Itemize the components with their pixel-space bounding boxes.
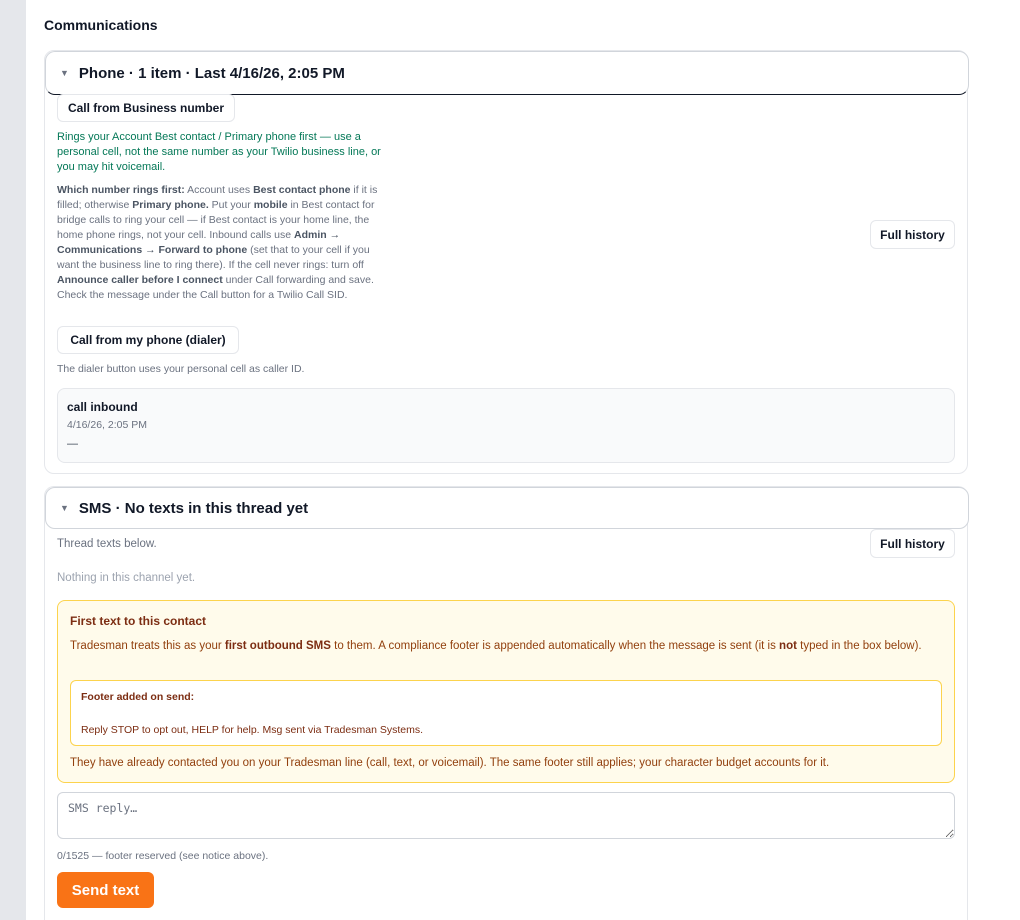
left-rail	[0, 0, 26, 920]
phone-full-history-button[interactable]: Full history	[870, 220, 955, 249]
footer-preview	[70, 680, 942, 746]
empty-channel-note: Nothing in this channel yet.	[57, 572, 196, 584]
sms-card-header[interactable]	[45, 487, 969, 529]
thread-note: Thread texts below.	[57, 538, 157, 550]
chevron-down-icon[interactable]: ▼	[60, 68, 69, 78]
call-dialer-button[interactable]: Call from my phone (dialer)	[57, 326, 239, 354]
main-content	[26, 0, 1020, 920]
phone-card-title: Phone · 1 item · Last 4/16/26, 2:05 PM	[78, 64, 345, 82]
phone-card	[44, 50, 968, 474]
sms-full-history-button[interactable]: Full history	[870, 529, 955, 558]
event-title: call inbound	[67, 400, 138, 414]
event-body: —	[67, 438, 78, 450]
notice-bottom-text: They have already contacted you on your Tradesman line (call, text, or voicemail). The same footer still applies; your character budget accounts for it.	[70, 757, 830, 769]
footer-text: Reply STOP to opt out, HELP for help. Msg sent via Tradesman Systems.	[81, 724, 423, 736]
notice-title: First text to this contact	[70, 614, 207, 628]
voicemail-warning: Rings your Account Best contact / Primary phone first — use a personal cell, not the same number as your Twilio business line, or you may hit voicemail.	[57, 131, 381, 173]
section-title: Communications	[44, 17, 158, 33]
sms-card	[44, 486, 968, 920]
character-counter: 0/1525 — footer reserved (see notice above).	[57, 850, 269, 862]
event-timestamp: 4/16/26, 2:05 PM	[67, 419, 147, 431]
sms-reply-input[interactable]	[57, 792, 955, 839]
chevron-down-icon[interactable]: ▼	[60, 503, 69, 513]
call-event-card	[57, 388, 955, 463]
first-text-notice	[57, 600, 955, 783]
ring-order-help: Which number rings first: Account uses Best contact phone if it is filled; otherwise Primary phone. Put your mobile in Best contact for bridge calls to ring your cell — if Best contact is your home line, the home phone rings, not your cell. Inbound calls use Admin → Communications → Forward to phone (set that to your cell if you want the business line to ring there). If the cell never rings: turn off Announce caller before I connect under Call forwarding and save. Check the message under the Call button for a Twilio Call SID.	[57, 184, 378, 301]
dialer-note: The dialer button uses your personal cell as caller ID.	[57, 363, 305, 375]
notice-text: Tradesman treats this as your first outbound SMS to them. A compliance footer is appended automatically when the message is sent (it is not typed in the box below).	[70, 640, 922, 652]
footer-label: Footer added on send:	[81, 691, 195, 703]
call-business-button[interactable]: Call from Business number	[57, 94, 235, 122]
send-text-button[interactable]: Send text	[57, 872, 154, 908]
phone-card-header[interactable]	[45, 51, 969, 95]
sms-card-title: SMS · No texts in this thread yet	[78, 499, 309, 517]
